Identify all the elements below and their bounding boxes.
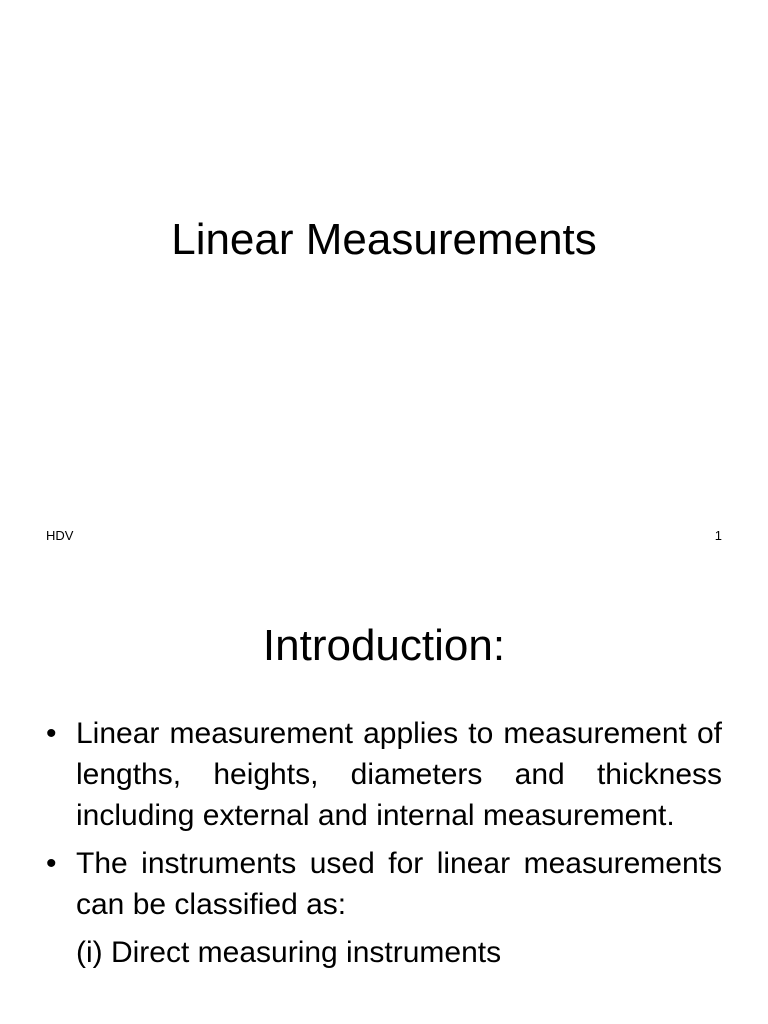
footer-author: HDV (46, 528, 74, 543)
slide-title: Linear Measurements (171, 215, 597, 264)
bullet-item (46, 713, 722, 836)
bullet-item (46, 843, 722, 925)
bullet-list (46, 713, 722, 973)
bullet-text: Linear measurement applies to measurement of lengths, heights, diameters and thickness including external and internal measurement. (76, 717, 722, 832)
sub-item: (i) Direct measuring instruments (76, 936, 502, 969)
slide-2 (0, 576, 768, 1024)
page-number: 1 (714, 528, 722, 543)
bullet-text: The instruments used for linear measurements can be classified as: (76, 847, 722, 921)
bullet-icon: • (46, 717, 57, 750)
bullet-icon: • (46, 847, 57, 880)
slide-title: Introduction: (262, 621, 506, 670)
